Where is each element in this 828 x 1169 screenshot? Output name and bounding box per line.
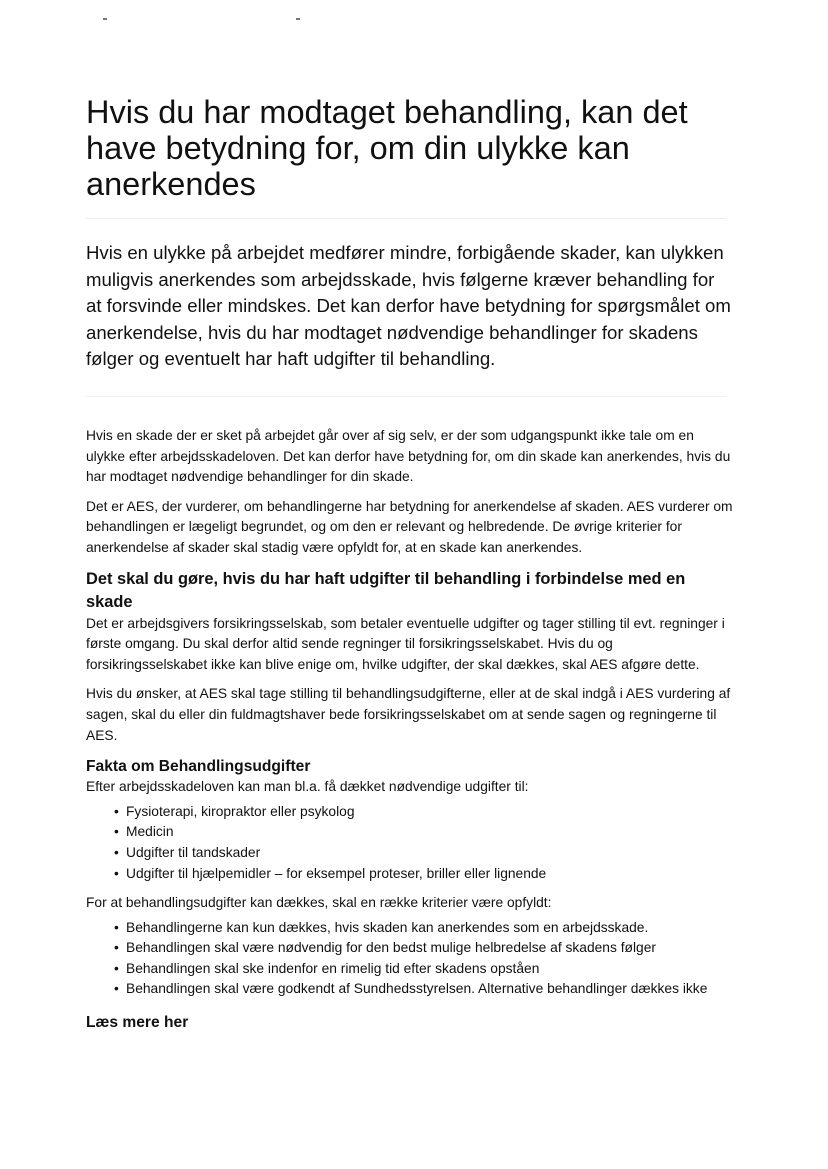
list-item: • Behandlingerne kan kun dækkes, hvis skaden kan anerkendes som en arbejdsskade. (126, 918, 736, 939)
list-item: • Behandlingen skal være nødvendig for den bedst mulige helbredelse af skadens følger (126, 938, 736, 959)
article-body (86, 426, 736, 1033)
criteria-intro: For at behandlingsudgifter kan dækkes, skal en række kriterier være opfyldt: (86, 895, 552, 911)
scan-mark (103, 18, 107, 20)
lead-paragraph: Hvis en ulykke på arbejdet medfører mindre, forbigående skader, kan ulykken muligvis anerkendes som arbejdsskade, hvis følgerne kræver behandling for at forsvinde eller mindskes. Det kan derfor have betydning for spørgsmålet om anerkendelse, hvis du har modtaget nødvendige behandlinger for skadens følger og eventuelt har haft udgifter til behandling. (86, 242, 731, 370)
page-title: Hvis du har modtaget behandling, kan det have betydning for, om din ulykke kan anerkendes (86, 94, 688, 202)
body-paragraph: Det er AES, der vurderer, om behandlingerne har betydning for anerkendelse af skaden. AES vurderer om behandlingen er lægeligt begrundet, og om den er relevant og helbredende. De øvrige kriterier for anerkendelse af skader skal stadig være opfyldt for, at en skade kan anerkendes. (86, 498, 733, 555)
list-item: • Udgifter til tandskader (126, 843, 736, 864)
section-heading-expenses: Det skal du gøre, hvis du har haft udgifter til behandling i forbindelse med en skade (86, 569, 686, 611)
list-item: • Udgifter til hjælpemidler – for eksempel proteser, briller eller lignende (126, 864, 736, 885)
body-paragraph: Det er arbejdsgivers forsikringsselskab, som betaler eventuelle udgifter og tager stilling til evt. regninger i første omgang. Du skal derfor altid sende regninger til forsikringsselskabet. Hvis du og forsikringsselskabet ikke kan blive enige om, hvilke udgifter, der skal dækkes, skal AES afgøre dette. (86, 615, 725, 672)
list-item: • Fysioterapi, kiropraktor eller psykolog (126, 802, 736, 823)
body-paragraph: Hvis en skade der er sket på arbejdet går over af sig selv, er der som udgangspunkt ikke tale om en ulykke efter arbejdsskadeloven. Det kan derfor have betydning for, om din skade kan anerkendes, hvis du har modtaget nødvendige behandlinger for din skade. (86, 428, 731, 485)
section-heading-facts: Fakta om Behandlingsudgifter (86, 758, 311, 776)
facts-intro: Efter arbejdsskadeloven kan man bl.a. få dækket nødvendige udgifter til: (86, 779, 529, 795)
body-paragraph: Hvis du ønsker, at AES skal tage stilling til behandlingsudgifterne, eller at de skal indgå i AES vurdering af sagen, skal du eller din fuldmagtshaver bede forsikringsselskabet om at sende sagen og regningerne til AES. (86, 686, 731, 743)
criteria-list (86, 918, 736, 1000)
read-more-heading[interactable]: Læs mere her (86, 1014, 189, 1032)
expense-list (86, 802, 736, 884)
list-item: • Behandlingen skal ske indenfor en rimelig tid efter skadens opståen (126, 959, 736, 980)
divider (86, 396, 726, 397)
page-top-marks (0, 0, 828, 30)
divider (86, 218, 726, 219)
list-item: • Medicin (126, 822, 736, 843)
scan-mark (296, 18, 300, 20)
list-item: • Behandlingen skal være godkendt af Sundhedsstyrelsen. Alternative behandlinger dækkes ikke (126, 979, 736, 1000)
